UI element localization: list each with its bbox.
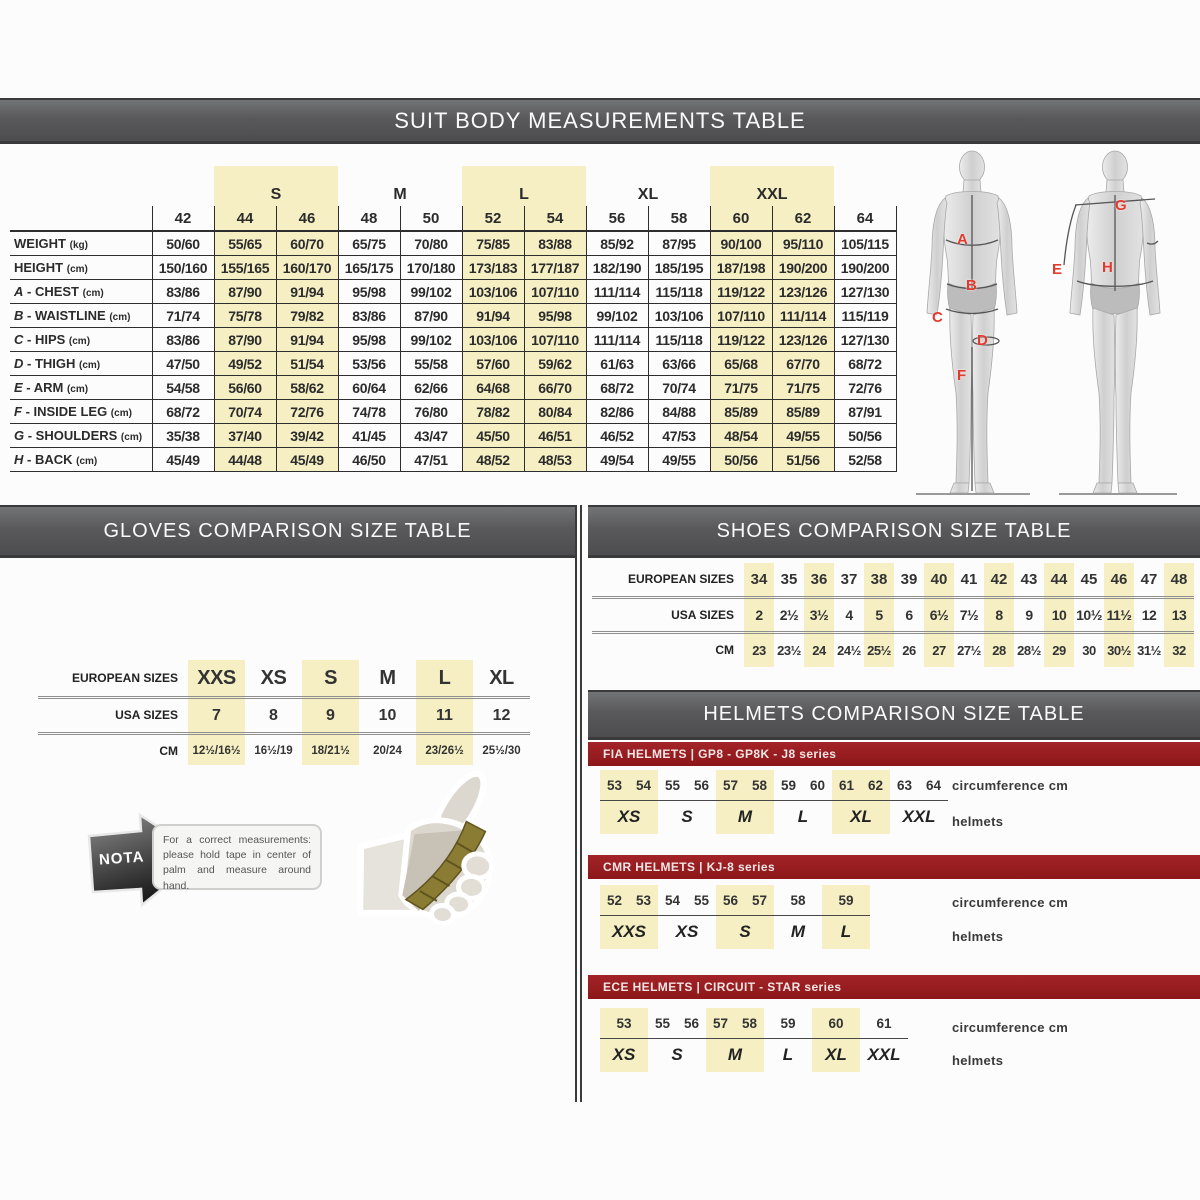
suit-cell: 47/50 [152,352,214,376]
suit-cell: 150/160 [152,256,214,280]
shoes-size-column-38: 38 5 25½ [864,563,894,667]
shoes-size-column-34: 34 2 23 [744,563,774,667]
shoes-table-title-bar [588,505,1200,558]
figure-label-back: H [1102,259,1113,276]
fia-caption-circumference: circumference cm [952,778,1069,793]
shoes-size-column-44: 44 10 29 [1044,563,1074,667]
helmet-table-2 [588,975,1200,1085]
suit-row-thigh [10,352,896,376]
suit-cell: 83/86 [152,328,214,352]
suit-cell: 155/165 [214,256,276,280]
helmet-size-label: XS [675,922,699,941]
suit-cell: 115/119 [834,304,896,328]
helmet-size-group-xxs [600,885,658,949]
suit-size-col-header: 56 [586,206,648,231]
suit-cell: 103/106 [462,328,524,352]
suit-cell: 57/60 [462,352,524,376]
suit-cell: 119/122 [710,328,772,352]
suit-row-height [10,256,896,280]
helmet-circumference-values: 52 53 [606,892,652,908]
helmet-size-group-l [774,770,832,834]
suit-cell: 66/70 [524,376,586,400]
shoes-size-column-42: 42 8 28 [984,563,1014,667]
suit-row-label-back: H - BACK (cm) [10,448,152,472]
suit-cell: 71/75 [710,376,772,400]
suit-cell: 107/110 [524,328,586,352]
suit-size-group [834,166,896,206]
suit-row-label-thigh: D - THIGH (cm) [10,352,152,376]
helmet-circumference-values: 55 56 [654,1015,700,1031]
thumbs-up-measure-icon [352,762,512,927]
suit-size-col-header: 54 [524,206,586,231]
fia-series-bar: FIA HELMETS | GP8 - GP8K - J8 series [588,742,1200,766]
suit-cell: 49/54 [586,448,648,472]
suit-cell: 48/54 [710,424,772,448]
suit-cell: 45/50 [462,424,524,448]
helmet-size-label: M [790,922,806,941]
figure-label-inside-leg: F [957,367,967,384]
suit-cell: 51/56 [772,448,834,472]
gloves-label-usa: USA SIZES [38,699,188,735]
suit-size-col-header: 46 [276,206,338,231]
shoes-label-usa: USA SIZES [592,599,744,634]
suit-row-arm [10,376,896,400]
suit-cell: 45/49 [152,448,214,472]
suit-table [10,166,897,472]
suit-cell: 91/94 [462,304,524,328]
suit-row-label-inside-leg: F - INSIDE LEG (cm) [10,400,152,424]
suit-row-label-height: HEIGHT (cm) [10,256,152,280]
cmr-size-groups [600,885,870,949]
helmet-size-label: S [671,1045,683,1064]
figure-label-thigh: D [977,332,988,349]
suit-cell: 70/74 [648,376,710,400]
suit-cell: 46/52 [586,424,648,448]
cmr-series-bar: CMR HELMETS | KJ-8 series [588,855,1200,879]
fia-caption-helmets: helmets [952,814,1004,829]
suit-cell: 111/114 [772,304,834,328]
section-divider [575,505,582,1102]
helmet-size-group-l [822,885,870,949]
suit-cell: 64/68 [462,376,524,400]
suit-cell: 123/126 [772,328,834,352]
suit-cell: 54/58 [152,376,214,400]
suit-cell: 47/51 [400,448,462,472]
helmet-size-label: XL [825,1045,847,1064]
suit-cell: 50/60 [152,231,214,256]
helmet-circumference-values: 61 62 [838,777,884,793]
fia-size-groups [600,770,948,834]
suit-cell: 99/102 [400,280,462,304]
helmet-size-group-l [764,1008,812,1072]
helmet-size-group-s [648,1008,706,1072]
suit-cell: 53/56 [338,352,400,376]
suit-cell: 60/64 [338,376,400,400]
ece-caption-helmets: helmets [952,1053,1004,1068]
suit-cell: 115/118 [648,280,710,304]
helmet-circumference-values: 56 57 [722,892,768,908]
suit-cell: 87/95 [648,231,710,256]
suit-cell: 44/48 [214,448,276,472]
suit-cell: 165/175 [338,256,400,280]
shoes-size-column-37: 37 4 24½ [834,563,864,667]
suit-cell: 160/170 [276,256,338,280]
gloves-size-column-xl: XL 12 25½/30 [473,660,530,765]
helmet-size-group-xl [832,770,890,834]
figure-label-chest: A [957,231,968,248]
nota-tag: NOTA [98,848,145,869]
mannequin-figures [900,143,1200,500]
helmet-circumference-values: 57 58 [712,1015,758,1031]
helmet-size-label: XXL [902,807,936,826]
suit-cell: 87/90 [214,280,276,304]
suit-size-header-row [10,206,896,231]
suit-cell: 49/55 [772,424,834,448]
suit-cell: 99/102 [400,328,462,352]
helmet-circumference-values: 55 56 [664,777,710,793]
helmet-circumference-values: 58 [790,892,806,908]
helmet-size-group-m [774,885,822,949]
suit-cell: 85/92 [586,231,648,256]
gloves-label-cm: CM [159,744,178,758]
shoes-size-column-47: 47 12 31½ [1134,563,1164,667]
helmet-circumference-values: 54 55 [664,892,710,908]
gloves-table-title: GLOVES COMPARISON SIZE TABLE [103,520,472,542]
helmet-circumference-values: 53 [616,1015,632,1031]
suit-cell: 177/187 [524,256,586,280]
shoes-size-column-41: 41 7½ 27½ [954,563,984,667]
suit-cell: 75/78 [214,304,276,328]
suit-cell: 103/106 [462,280,524,304]
suit-row-label-weight: WEIGHT (kg) [10,231,152,256]
suit-cell: 78/82 [462,400,524,424]
suit-cell: 51/54 [276,352,338,376]
suit-cell: 123/126 [772,280,834,304]
shoes-size-column-35: 35 2½ 23½ [774,563,804,667]
helmet-circumference-values: 59 [838,892,854,908]
suit-cell: 65/68 [710,352,772,376]
shoes-size-column-46: 46 11½ 30½ [1104,563,1134,667]
suit-size-col-header: 42 [152,206,214,231]
suit-cell: 63/66 [648,352,710,376]
suit-cell: 47/53 [648,424,710,448]
suit-cell: 39/42 [276,424,338,448]
shoes-table-title: SHOES COMPARISON SIZE TABLE [716,520,1072,542]
suit-cell: 71/75 [772,376,834,400]
suit-cell: 72/76 [834,376,896,400]
shoes-size-column-40: 40 6½ 27 [924,563,954,667]
suit-cell: 49/52 [214,352,276,376]
suit-size-group: S [214,166,338,206]
gloves-size-column-m: M 10 20/24 [359,660,416,765]
helmet-circumference-values: 57 58 [722,777,768,793]
helmet-size-group-xs [600,1008,648,1072]
suit-size-group: XL [637,186,659,203]
suit-row-label-hips: C - HIPS (cm) [10,328,152,352]
suit-row-weight [10,231,896,256]
helmet-size-group-m [716,770,774,834]
suit-size-group: XXL [710,166,834,206]
helmet-size-group-xs [600,770,658,834]
suit-cell: 87/91 [834,400,896,424]
helmets-table-title: HELMETS COMPARISON SIZE TABLE [703,703,1085,725]
shoes-label-cm: CM [715,643,734,657]
suit-row-waistline [10,304,896,328]
suit-cell: 95/98 [524,304,586,328]
suit-row-hips [10,328,896,352]
suit-cell: 190/200 [772,256,834,280]
suit-cell: 74/78 [338,400,400,424]
suit-cell: 72/76 [276,400,338,424]
suit-cell: 70/74 [214,400,276,424]
suit-cell: 59/62 [524,352,586,376]
shoes-size-column-43: 43 9 28½ [1014,563,1044,667]
suit-cell: 46/51 [524,424,586,448]
helmet-size-group-xxl [860,1008,908,1072]
suit-cell: 182/190 [586,256,648,280]
helmet-size-label: L [782,1045,794,1064]
suit-row-label-chest: A - CHEST (cm) [10,280,152,304]
suit-cell: 68/72 [152,400,214,424]
helmet-size-label: L [840,922,852,941]
suit-cell: 115/118 [648,328,710,352]
shoes-label-european: EUROPEAN SIZES [592,563,744,599]
figure-label-arm: E [1052,261,1063,278]
cmr-caption-circumference: circumference cm [952,895,1069,910]
helmet-circumference-values: 63 64 [896,777,942,793]
suit-cell: 48/53 [524,448,586,472]
suit-row-back [10,448,896,472]
suit-row-label-waistline: B - WAISTLINE (cm) [10,304,152,328]
suit-cell: 35/38 [152,424,214,448]
suit-cell: 71/74 [152,304,214,328]
suit-cell: 41/45 [338,424,400,448]
helmet-size-label: XL [850,807,872,826]
suit-table-title: SUIT BODY MEASUREMENTS TABLE [394,108,806,133]
suit-cell: 87/90 [400,304,462,328]
helmet-circumference-values: 59 60 [780,777,826,793]
helmet-size-label: S [739,922,751,941]
helmet-size-group-xxl [890,770,948,834]
helmets-table-title-bar [588,690,1200,740]
suit-cell: 60/70 [276,231,338,256]
figure-label-hips: C [932,309,943,326]
suit-row-shoulders [10,424,896,448]
helmet-circumference-values: 53 54 [606,777,652,793]
suit-cell: 55/58 [400,352,462,376]
suit-cell: 95/110 [772,231,834,256]
suit-cell: 61/63 [586,352,648,376]
suit-cell: 85/89 [772,400,834,424]
gloves-size-column-l: L 11 23/26½ [416,660,473,765]
ece-size-groups [600,1008,908,1072]
suit-row-label-arm: E - ARM (cm) [10,376,152,400]
figure-label-waistline: B [966,277,977,294]
ece-series-bar: ECE HELMETS | CIRCUIT - STAR series [588,975,1200,999]
suit-cell: 90/100 [710,231,772,256]
suit-cell: 99/102 [586,304,648,328]
helmet-size-label: XS [617,807,641,826]
gloves-size-column-s: S 9 18/21½ [302,660,359,765]
suit-cell: 79/82 [276,304,338,328]
suit-cell: 55/65 [214,231,276,256]
suit-size-group: L [462,166,586,206]
suit-size-col-header: 64 [834,206,896,231]
suit-cell: 50/56 [710,448,772,472]
helmet-size-label: S [681,807,693,826]
shoes-row-labels [592,563,744,667]
suit-cell: 65/75 [338,231,400,256]
suit-cell: 50/56 [834,424,896,448]
helmet-size-label: XXL [867,1045,901,1064]
helmet-size-label: M [737,807,753,826]
suit-cell: 111/114 [586,280,648,304]
suit-cell: 68/72 [834,352,896,376]
suit-cell: 37/40 [214,424,276,448]
cmr-caption-helmets: helmets [952,929,1004,944]
suit-cell: 84/88 [648,400,710,424]
suit-row-chest [10,280,896,304]
helmet-circumference-values: 59 [780,1015,796,1031]
suit-cell: 190/200 [834,256,896,280]
suit-cell: 80/84 [524,400,586,424]
suit-cell: 127/130 [834,280,896,304]
gloves-note [85,808,525,928]
helmet-size-group-xl [812,1008,860,1072]
shoes-table [592,563,1194,667]
suit-size-col-header: 44 [214,206,276,231]
helmet-size-label: L [797,807,809,826]
suit-size-col-header: 52 [462,206,524,231]
suit-table-title-bar [0,98,1200,144]
helmet-size-group-xs [658,885,716,949]
suit-cell: 91/94 [276,328,338,352]
suit-cell: 82/86 [586,400,648,424]
suit-cell: 185/195 [648,256,710,280]
suit-cell: 52/58 [834,448,896,472]
suit-cell: 95/98 [338,280,400,304]
suit-cell: 95/98 [338,328,400,352]
suit-cell: 173/183 [462,256,524,280]
suit-size-col-header: 50 [400,206,462,231]
suit-cell: 68/72 [586,376,648,400]
suit-size-col-header: 58 [648,206,710,231]
helmet-size-group-s [716,885,774,949]
helmet-size-label: M [727,1045,743,1064]
gloves-size-column-xxs: XXS 7 12½/16½ [188,660,245,765]
gloves-size-column-xs: XS 8 16½/19 [245,660,302,765]
gloves-row-labels [38,660,188,765]
suit-cell: 85/89 [710,400,772,424]
suit-cell: 48/52 [462,448,524,472]
suit-size-group: M [393,186,407,203]
gloves-note-text: For a correct measurements: please hold tape in center of palm and measure around hand. [152,824,322,890]
suit-cell: 62/66 [400,376,462,400]
helmet-size-label: XXS [611,922,647,941]
suit-cell: 83/86 [338,304,400,328]
gloves-table-title-bar [0,505,575,558]
suit-cell: 170/180 [400,256,462,280]
shoes-size-column-36: 36 3½ 24 [804,563,834,667]
suit-cell: 70/80 [400,231,462,256]
suit-size-col-header: 60 [710,206,772,231]
suit-cell: 187/198 [710,256,772,280]
helmet-size-group-s [658,770,716,834]
suit-cell: 58/62 [276,376,338,400]
helmet-size-group-m [706,1008,764,1072]
gloves-label-european: EUROPEAN SIZES [38,660,188,699]
suit-cell: 46/50 [338,448,400,472]
suit-size-group [152,166,214,206]
suit-size-col-header: 62 [772,206,834,231]
suit-cell: 56/60 [214,376,276,400]
suit-cell: 103/106 [648,304,710,328]
suit-cell: 87/90 [214,328,276,352]
suit-cell: 107/110 [524,280,586,304]
suit-cell: 45/49 [276,448,338,472]
suit-cell: 91/94 [276,280,338,304]
helmet-table-0 [588,742,1200,842]
suit-cell: 119/122 [710,280,772,304]
shoes-size-column-45: 45 10½ 30 [1074,563,1104,667]
helmet-circumference-values: 60 [828,1015,844,1031]
suit-size-col-header: 48 [338,206,400,231]
suit-cell: 105/115 [834,231,896,256]
suit-cell: 67/70 [772,352,834,376]
suit-cell: 111/114 [586,328,648,352]
suit-row-label-shoulders: G - SHOULDERS (cm) [10,424,152,448]
suit-cell: 49/55 [648,448,710,472]
shoes-size-column-39: 39 6 26 [894,563,924,667]
suit-cell: 107/110 [710,304,772,328]
suit-cell: 75/85 [462,231,524,256]
gloves-table [38,660,530,765]
shoes-size-column-48: 48 13 32 [1164,563,1194,667]
mannequin-svg [900,143,1200,500]
suit-cell: 76/80 [400,400,462,424]
helmet-table-1 [588,855,1200,965]
helmet-size-label: XS [612,1045,636,1064]
figure-label-shoulders: G [1115,197,1127,214]
suit-size-group-row [10,166,896,206]
suit-cell: 83/86 [152,280,214,304]
suit-cell: 43/47 [400,424,462,448]
ece-caption-circumference: circumference cm [952,1020,1069,1035]
suit-cell: 127/130 [834,328,896,352]
suit-cell: 83/88 [524,231,586,256]
suit-row-inside-leg [10,400,896,424]
helmet-circumference-values: 61 [876,1015,892,1031]
